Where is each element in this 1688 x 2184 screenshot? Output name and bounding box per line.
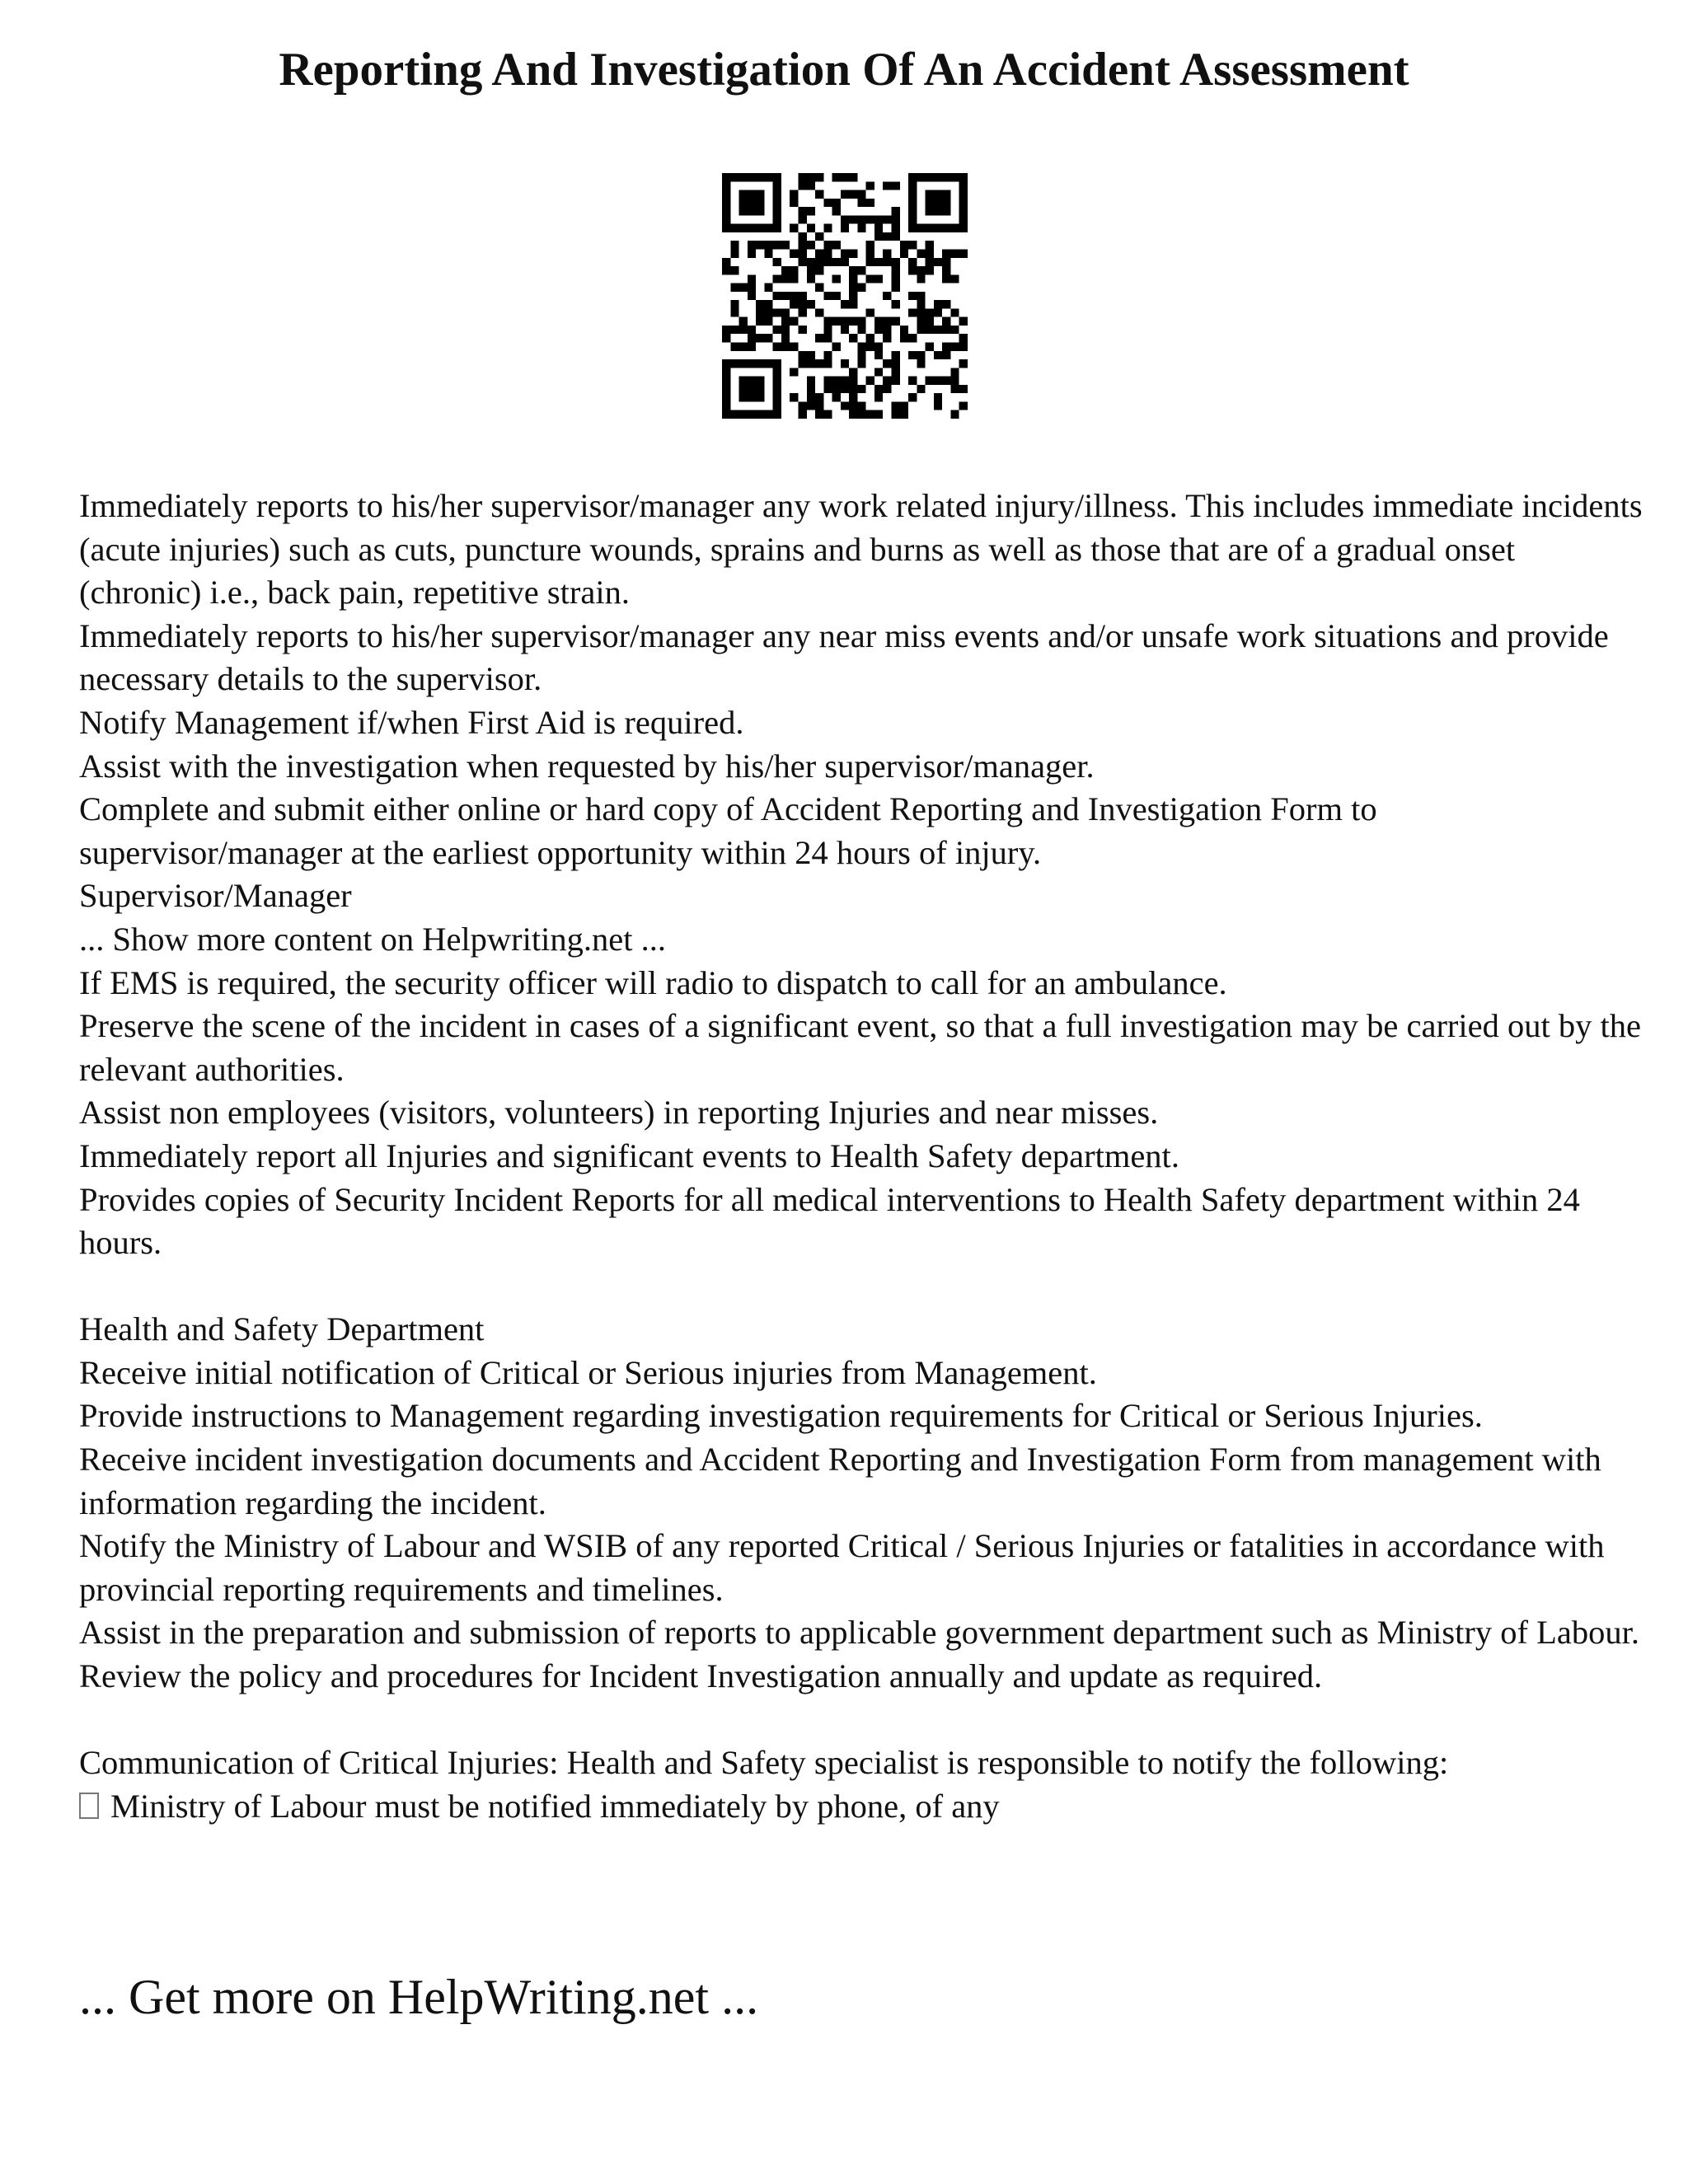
get-more-link[interactable]: ... Get more on HelpWriting.net ... [79,1970,759,2024]
paragraph: Immediately reports to his/her supervisor/manager any near miss events and/or unsafe work situations and provide necessary details to the supervisor. [79,616,1609,698]
spacer [79,1699,1645,1742]
paragraph: Complete and submit either online or hard copy of Accident Reporting and Investigation Form to supervisor/manager at the earliest opportunity within 24 hours of injury. [79,790,1377,871]
paragraph: Preserve the scene of the incident in cases of a significant event, so that a full investigation may be carried out by the relevant authorities. [79,1007,1641,1088]
bullet-text: Ministry of Labour must be notified immediately by phone, of any [110,1787,1000,1825]
paragraph: Notify the Ministry of Labour and WSIB of any reported Critical / Serious Injuries or fatalities in accordance with provincial reporting requirements and timelines. [79,1527,1605,1608]
spacer [79,1265,1645,1309]
paragraph: Immediately reports to his/her supervisor/manager any work related injury/illness. This includes immediate incidents (acute injuries) such as cuts, puncture wounds, sprains and burns as well as those that are of a gradual onset (chronic) i.e., back pain, repetitive strain. [79,487,1643,612]
section-heading: Health and Safety Department [79,1310,485,1348]
paragraph: Receive initial notification of Critical or Serious injuries from Management. [79,1353,1097,1391]
paragraph: Assist with the investigation when requested by his/her supervisor/manager. [79,747,1095,785]
section-heading: Supervisor/Manager [79,877,352,915]
page-title: Reporting And Investigation Of An Accident Assessment [279,44,1409,96]
bullet-item [79,1785,1645,1829]
paragraph: Receive incident investigation documents and Accident Reporting and Investigation Form from management with information regarding the incident. [79,1441,1601,1521]
paragraph: Assist in the preparation and submission of reports to applicable government department such as Ministry of Labour. [79,1614,1639,1652]
paragraph: If EMS is required, the security officer will radio to dispatch to call for an ambulance. [79,963,1227,1001]
paragraph: Provide instructions to Management regarding investigation requirements for Critical or Serious Injuries. [79,1397,1483,1435]
missing-glyph-icon [79,1793,99,1819]
document-body [79,485,1645,1828]
paragraph: Review the policy and procedures for Incident Investigation annually and update as required. [79,1657,1323,1695]
show-more-link[interactable]: ... Show more content on Helpwriting.net ... [79,920,667,958]
paragraph: Provides copies of Security Incident Reports for all medical interventions to Health Safety department within 24 hours. [79,1180,1580,1262]
qr-code-icon [722,173,968,419]
paragraph: Immediately report all Injuries and significant events to Health Safety department. [79,1137,1179,1174]
paragraph: Communication of Critical Injuries: Health and Safety specialist is responsible to notify the following: [79,1744,1449,1782]
paragraph: Assist non employees (visitors, volunteers) in reporting Injuries and near misses. [79,1094,1159,1132]
paragraph: Notify Management if/when First Aid is required. [79,703,744,741]
